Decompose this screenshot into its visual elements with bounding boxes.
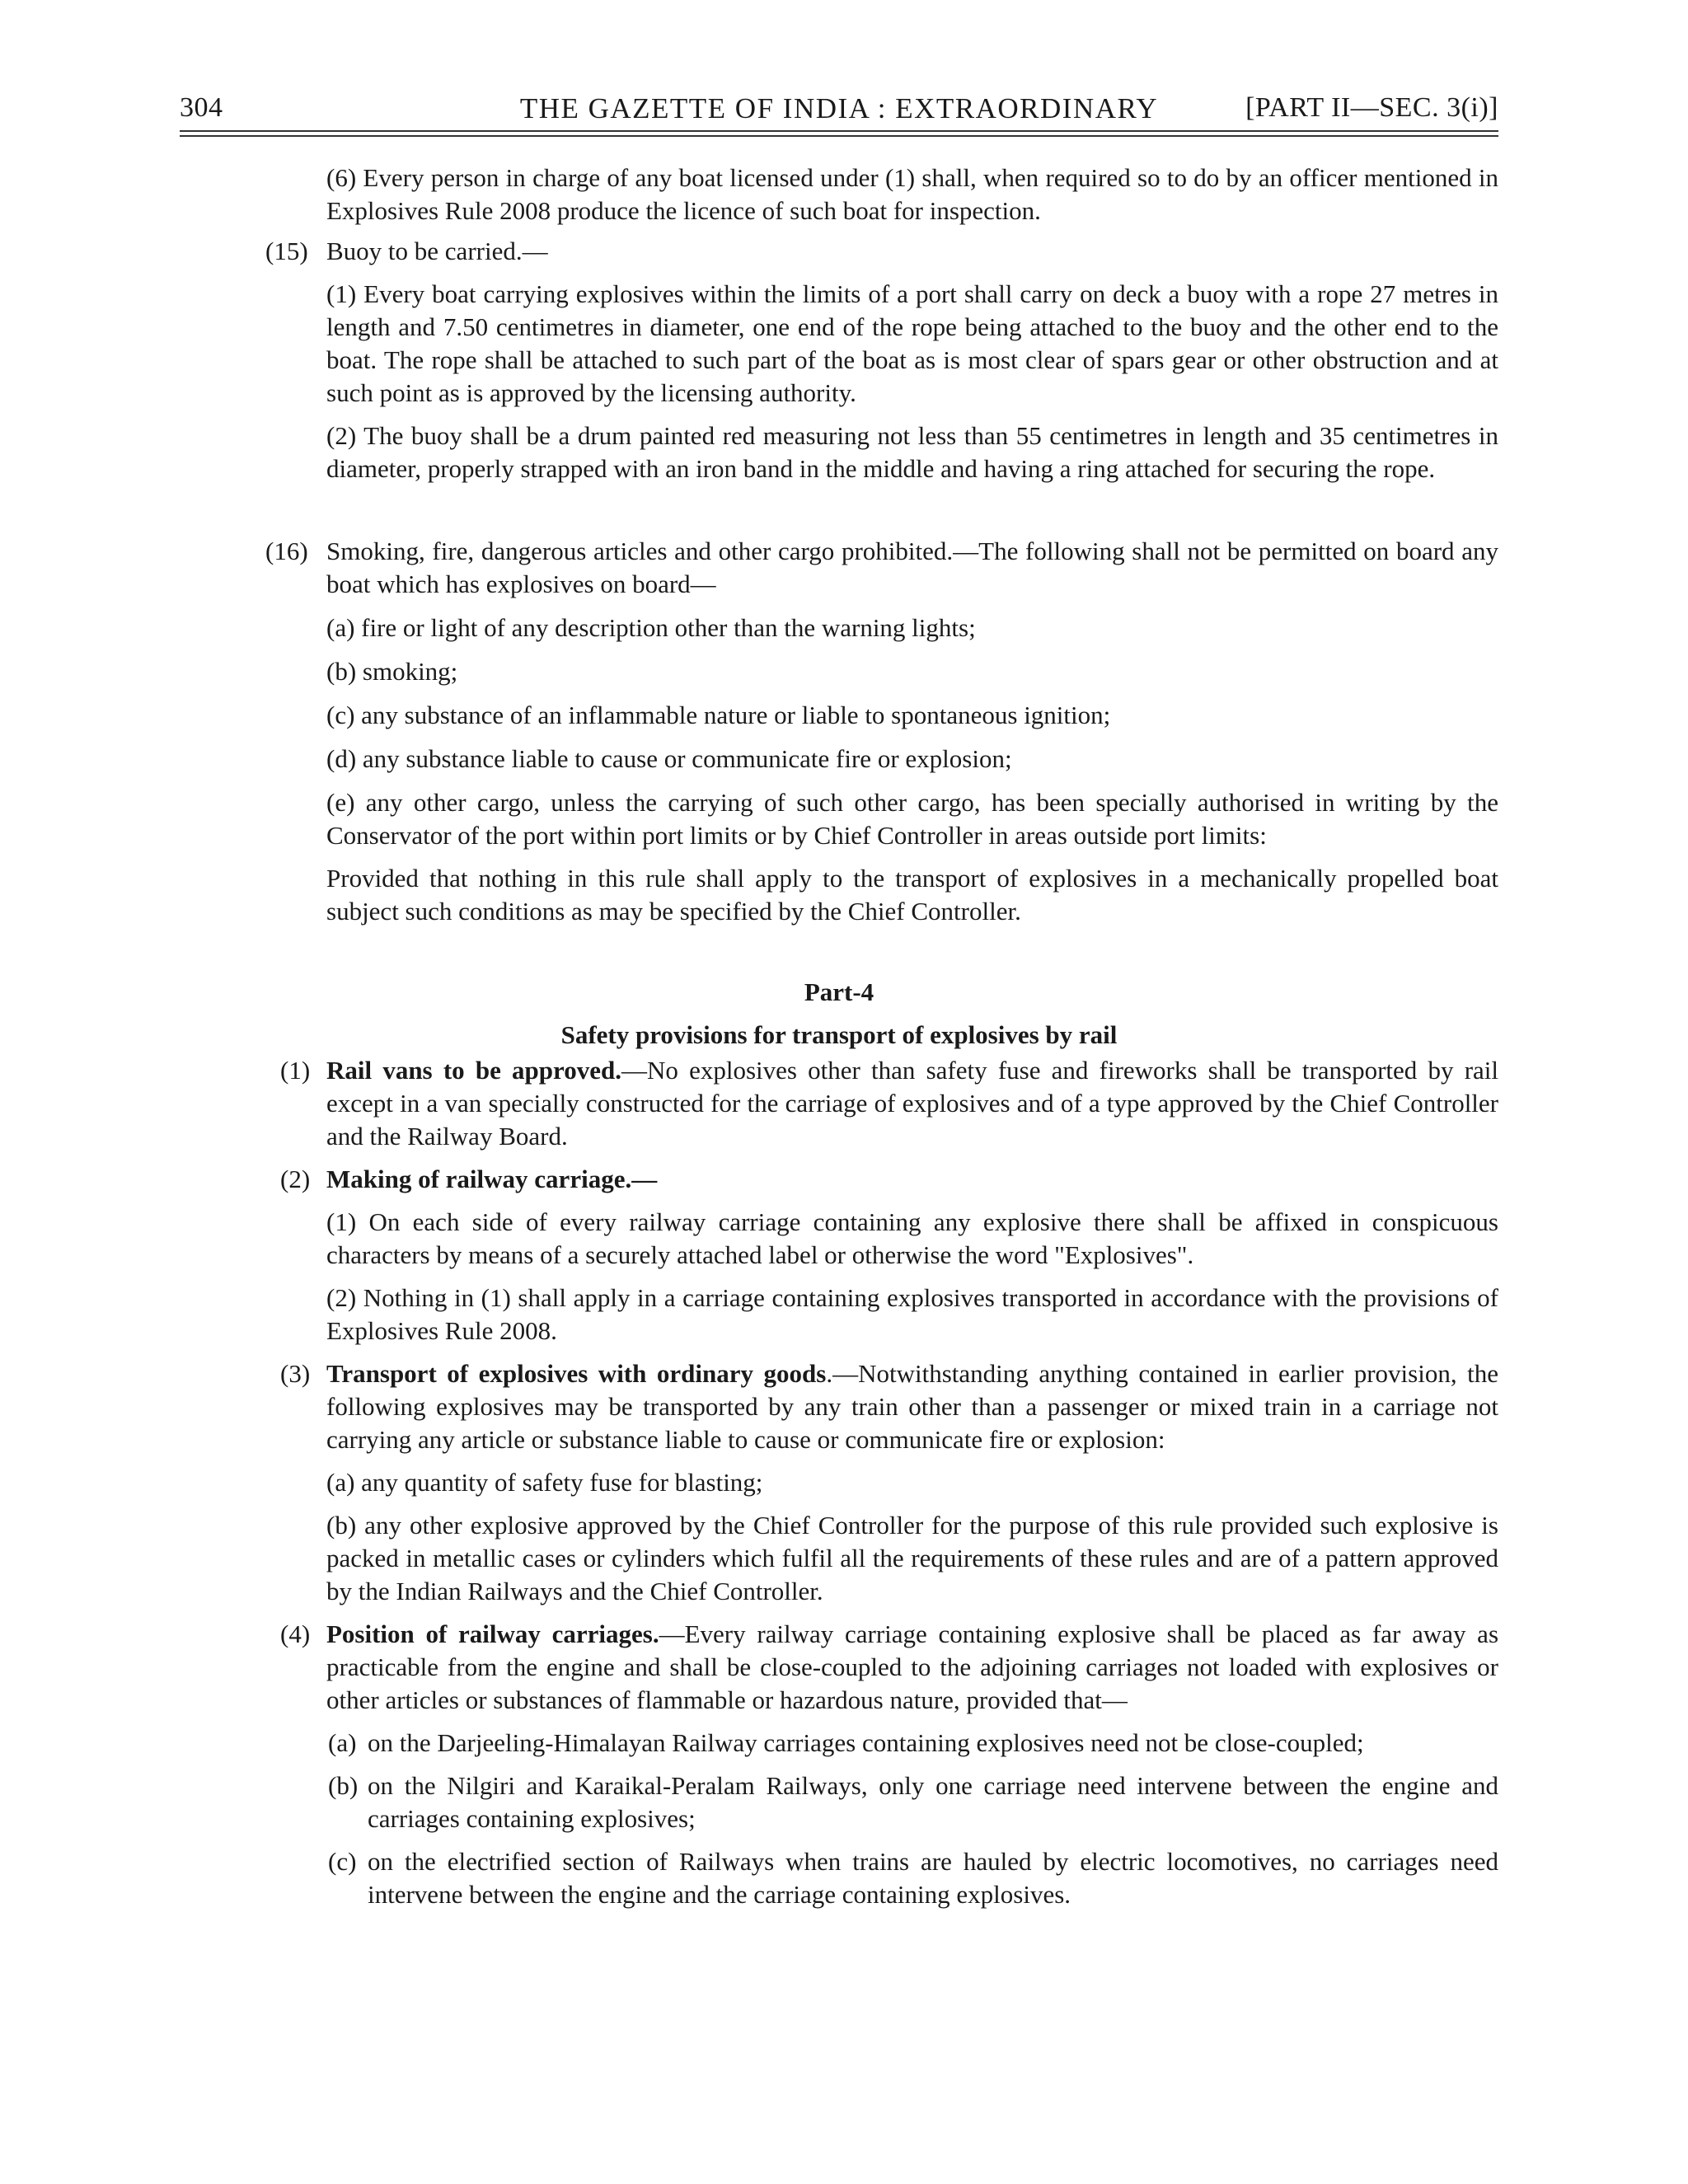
clause-6: (6) Every person in charge of any boat licensed under (1) shall, when required so to do by an officer mentioned in Explosives Rule 2008 produce the licence of such boat for inspection. <box>326 163 1498 225</box>
rule-15-heading <box>180 235 1498 268</box>
rule-number: (15) <box>265 237 308 265</box>
provision-heading: Position of railway carriages. <box>326 1619 659 1648</box>
header-rule-top <box>180 130 1498 132</box>
gazette-title: THE GAZETTE OF INDIA : EXTRAORDINARY <box>519 92 1159 124</box>
rule-16-item-b: (b) smoking; <box>326 657 458 686</box>
provision-number: (4) <box>280 1619 311 1648</box>
provision-2 <box>180 1163 1498 1196</box>
page-header <box>180 92 1498 130</box>
provision-text: —No explosives other than safety fuse and fireworks shall be transported by rail except in a van specially constructed for the carriage of explosives and of a type approved by the Chief Controller and the Railway Board. <box>326 1056 1499 1151</box>
part-subtitle: Safety provisions for transport of explosives by rail <box>560 1020 1118 1049</box>
rule-16-item-a: (a) fire or light of any description other than the warning lights; <box>326 613 976 642</box>
document-body <box>180 162 1498 1911</box>
rule-16-item-d: (d) any substance liable to cause or communicate fire or explosion; <box>326 744 1012 773</box>
provision-2-clause-1: (1) On each side of every railway carriage containing any explosive there shall be affixed in conspicuous characters by means of a securely attached label or otherwise the word "Explosives". <box>326 1207 1498 1269</box>
rule-text: Smoking, fire, dangerous articles and other cargo prohibited.—The following shall not be permitted on board any boat which has explosives on board— <box>326 537 1498 598</box>
provision-number: (3) <box>280 1359 311 1388</box>
provision-text: .—Notwithstanding anything contained in earlier provision, the following explosives may be transported by any train other than a passenger or mixed train in a carriage not carrying any article or substance liable to cause or communicate fire or explosion: <box>326 1359 1498 1454</box>
provision-3 <box>180 1357 1498 1456</box>
item-text: on the Nilgiri and Karaikal-Peralam Railways, only one carriage need intervene between the engine and carriages containing explosives; <box>368 1771 1498 1833</box>
provision-4-item-c <box>180 1845 1498 1911</box>
item-text: on the Darjeeling-Himalayan Railway carriages containing explosives need not be close-coupled; <box>368 1728 1364 1757</box>
rule-15-clause-2: (2) The buoy shall be a drum painted red measuring not less than 55 centimetres in length and 35 centimetres in diameter, properly strapped with an iron band in the middle and having a ring attached for securing the rope. <box>326 421 1498 483</box>
provision-4 <box>180 1618 1498 1717</box>
rule-title: Buoy to be carried.— <box>326 237 548 265</box>
rule-16 <box>180 535 1498 601</box>
provision-heading: Making of railway carriage.— <box>326 1165 658 1193</box>
provision-3-item-b: (b) any other explosive approved by the Chief Controller for the purpose of this rule provided such explosive is packed in metallic cases or cylinders which fulfil all the requirements of these rules and are of a pattern approved by the Indian Railways and the Chief Controller. <box>326 1511 1498 1605</box>
provision-text: —Every railway carriage containing explosive shall be placed as far away as practicable from the engine and shall be close-coupled to the adjoining carriages not loaded with explosives or other articles or substances of flammable or hazardous nature, provided that— <box>326 1619 1499 1714</box>
rule-16-proviso: Provided that nothing in this rule shall apply to the transport of explosives in a mechanically propelled boat subject such conditions as may be specified by the Chief Controller. <box>326 864 1498 926</box>
provision-number: (1) <box>280 1056 311 1085</box>
header-rule-bottom <box>180 135 1498 137</box>
page-number: 304 <box>180 92 223 123</box>
provision-4-item-a <box>180 1727 1498 1760</box>
item-label: (c) <box>328 1847 357 1876</box>
provision-4-item-b <box>180 1769 1498 1835</box>
rule-number: (16) <box>265 537 308 565</box>
item-label: (b) <box>328 1771 359 1800</box>
provision-number: (2) <box>280 1165 311 1193</box>
section-reference: [PART II—SEC. 3(i)] <box>1245 92 1498 123</box>
rule-15-clause-1: (1) Every boat carrying explosives within the limits of a port shall carry on deck a buoy with a rope 27 metres in length and 7.50 centimetres in diameter, one end of the rope being attached to the buoy and the other end to the boat. The rope shall be attached to such part of the boat as is most clear of spars gear or other obstruction and at such point as is approved by the licensing authority. <box>326 279 1498 407</box>
provision-heading: Rail vans to be approved. <box>326 1056 621 1085</box>
provision-heading: Transport of explosives with ordinary goods <box>326 1359 827 1388</box>
item-text: on the electrified section of Railways when trains are hauled by electric locomotives, no carriages need intervene between the engine and the carriage containing explosives. <box>368 1847 1498 1909</box>
rule-16-item-c: (c) any substance of an inflammable nature or liable to spontaneous ignition; <box>326 701 1111 729</box>
part-title: Part-4 <box>804 977 874 1006</box>
provision-2-clause-2: (2) Nothing in (1) shall apply in a carriage containing explosives transported in accordance with the provisions of Explosives Rule 2008. <box>326 1283 1498 1345</box>
item-label: (a) <box>328 1728 357 1757</box>
provision-3-item-a: (a) any quantity of safety fuse for blasting; <box>326 1468 763 1497</box>
provision-1 <box>180 1054 1498 1153</box>
rule-16-item-e: (e) any other cargo, unless the carrying of such other cargo, has been specially authorised in writing by the Conservator of the port within port limits or by Chief Controller in areas outside port limits: <box>326 788 1498 850</box>
